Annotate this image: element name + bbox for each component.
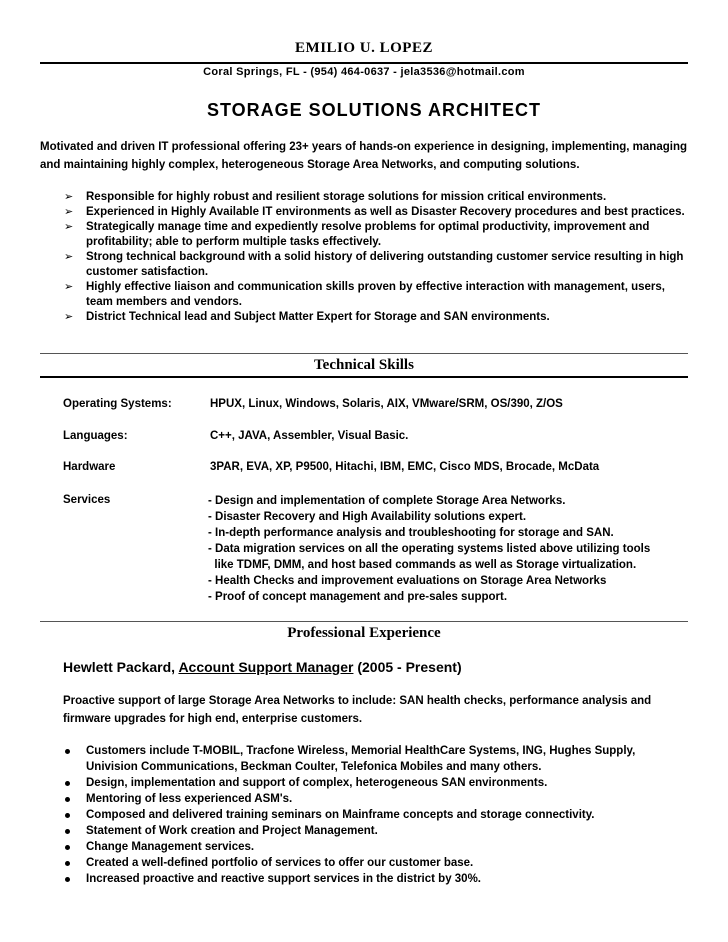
list-item: Statement of Work creation and Project Management. xyxy=(63,823,683,839)
arrow-bullet-icon: ➢ xyxy=(64,206,74,218)
bullet-dot-icon xyxy=(65,813,70,818)
list-item: ➢ Highly effective liaison and communication skills proven by effective interaction with management, users, team members and vendors. xyxy=(64,281,665,308)
list-item: Design, implementation and support of complex, heterogeneous SAN environments. xyxy=(63,775,683,791)
contact-line: Coral Springs, FL - (954) 464-0637 - jela3536@hotmail.com xyxy=(203,66,525,78)
list-item: ➢ Responsible for highly robust and resilient storage solutions for mission critical environments. xyxy=(64,191,607,203)
arrow-bullet-icon: ➢ xyxy=(64,251,74,263)
arrow-bullet-icon: ➢ xyxy=(64,191,74,203)
list-item: ➢ District Technical lead and Subject Matter Expert for Storage and SAN environments. xyxy=(64,311,550,323)
header-rule xyxy=(40,62,688,64)
job-title: STORAGE SOLUTIONS ARCHITECT xyxy=(206,100,541,120)
bullet-dot-icon xyxy=(65,797,70,802)
languages-label: Languages: xyxy=(63,430,128,442)
list-item: - Health Checks and improvement evaluations on Storage Area Networks xyxy=(208,575,607,587)
arrow-bullet-icon: ➢ xyxy=(64,311,74,323)
section-divider xyxy=(40,353,688,354)
section-rule xyxy=(40,376,688,378)
list-item: - Proof of concept management and pre-sales support. xyxy=(208,591,508,603)
job-bullets xyxy=(63,743,683,887)
list-item: Change Management services. xyxy=(63,839,683,855)
bullet-dot-icon xyxy=(65,845,70,850)
services-label: Services xyxy=(63,494,111,506)
highlights-list xyxy=(64,190,694,325)
list-item: Increased proactive and reactive support services in the district by 30%. xyxy=(63,871,683,887)
list-item: - Data migration services on all the operating systems listed above utilizing tools xyxy=(208,543,651,555)
bullet-dot-icon xyxy=(65,781,70,786)
bullet-dot-icon xyxy=(65,877,70,882)
list-item: Customers include T-MOBIL, Tracfone Wireless, Memorial HealthCare Systems, ING, Hughes Supply, Univision Communications, Beckman Coulter, Telefonica Mobiles and many others. xyxy=(63,743,683,775)
hardware-value: 3PAR, EVA, XP, P9500, Hitachi, IBM, EMC, Cisco MDS, Brocade, McData xyxy=(210,461,600,473)
bullet-dot-icon xyxy=(65,829,70,834)
job-dates: (2005 - Present) xyxy=(357,659,462,675)
list-item: Created a well-defined portfolio of services to offer our customer base. xyxy=(63,855,683,871)
professional-summary: Motivated and driven IT professional offering 23+ years of hands-on experience in designing, implementing, managing and maintaining highly complex, heterogeneous Storage Area Networks, and computing solutions. xyxy=(40,141,687,171)
bullet-dot-icon xyxy=(65,749,70,754)
languages-value: C++, JAVA, Assembler, Visual Basic. xyxy=(210,430,409,442)
list-item: ➢ Strategically manage time and expediently resolve problems for optimal productivity, improvement and profitability; able to perform multiple tasks effectively. xyxy=(64,221,650,248)
list-item: - Design and implementation of complete Storage Area Networks. xyxy=(208,495,566,507)
job-role: Account Support Manager xyxy=(178,659,354,675)
os-value: HPUX, Linux, Windows, Solaris, AIX, VMware/SRM, OS/390, Z/OS xyxy=(210,398,563,410)
job-summary: Proactive support of large Storage Area Networks to include: SAN health checks, performance analysis and firmware upgrades for high end, enterprise customers. xyxy=(63,695,652,725)
arrow-bullet-icon: ➢ xyxy=(64,281,74,293)
technical-skills-heading: Technical Skills xyxy=(314,357,414,373)
employer-line xyxy=(63,659,462,675)
list-item: - Disaster Recovery and High Availability solutions expert. xyxy=(208,511,527,523)
services-list xyxy=(208,493,688,605)
os-label: Operating Systems: xyxy=(63,398,172,410)
experience-heading: Professional Experience xyxy=(287,625,441,641)
list-item: Mentoring of less experienced ASM's. xyxy=(63,791,683,807)
list-item: - In-depth performance analysis and troubleshooting for storage and SAN. xyxy=(208,527,614,539)
list-item: ➢ Strong technical background with a solid history of delivering outstanding customer service resulting in high customer satisfaction. xyxy=(64,251,684,278)
candidate-name: EMILIO U. LOPEZ xyxy=(295,40,433,56)
hardware-label: Hardware xyxy=(63,461,116,473)
list-item: ➢ Experienced in Highly Available IT environments as well as Disaster Recovery procedures and best practices. xyxy=(64,206,685,218)
section-divider xyxy=(40,621,688,622)
list-item: Composed and delivered training seminars on Mainframe concepts and storage connectivity. xyxy=(63,807,683,823)
arrow-bullet-icon: ➢ xyxy=(64,221,74,233)
bullet-dot-icon xyxy=(65,861,70,866)
list-item: like TDMF, DMM, and host based commands as well as Storage virtualization. xyxy=(208,559,637,571)
company-name: Hewlett Packard, xyxy=(63,659,176,675)
